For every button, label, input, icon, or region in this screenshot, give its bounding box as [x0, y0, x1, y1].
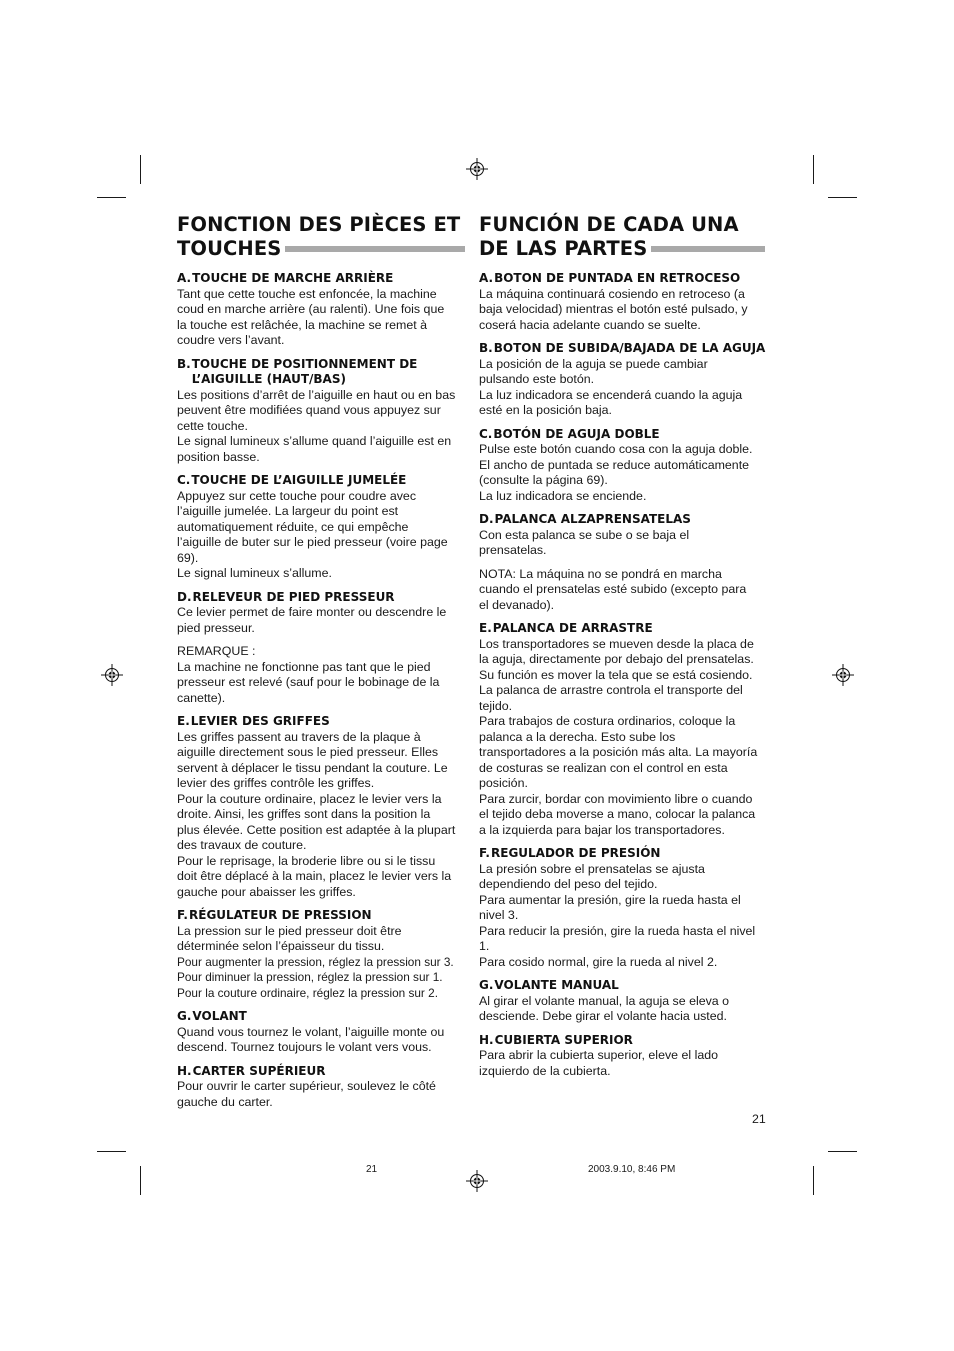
section-heading	[479, 341, 769, 357]
registration-mark-icon	[101, 664, 123, 686]
section-letter: B.	[479, 341, 493, 355]
text-line: La posición de la aguja se puede cambiar	[479, 356, 708, 371]
section	[479, 512, 769, 613]
french-title-line2: TOUCHES	[177, 237, 282, 260]
section	[177, 271, 467, 349]
section-heading-text: CUBIERTA SUPERIOR	[494, 1032, 633, 1047]
section-heading-text: TOUCHE DE L’AIGUILLE JUMELÉE	[191, 473, 407, 487]
section-heading	[479, 621, 769, 637]
text-line: desciende. Debe girar el volante hacia usted.	[479, 1009, 727, 1023]
text-line: posición.	[479, 776, 528, 790]
section-paragraph	[479, 862, 769, 971]
text-line: baja velocidad) mientras el botón esté pulsado, y	[479, 302, 748, 316]
footer-timestamp: 2003.9.10, 8:46 PM	[588, 1164, 676, 1175]
section-paragraph	[479, 357, 769, 419]
section	[479, 1033, 769, 1080]
text-line: presseur est relevé (sauf pour le bobinage de la	[177, 675, 440, 689]
section-paragraph	[479, 528, 769, 559]
section-paragraph	[479, 567, 769, 614]
text-line: Pour le reprisage, la broderie libre ou si le tissu	[177, 853, 436, 868]
text-line: Pour ouvrir le carter supérieur, soulevez le côté	[177, 1079, 436, 1093]
section-heading-text: RELEVEUR DE PIED PRESSEUR	[192, 589, 395, 604]
text-line: La pression sur le pied presseur doit être	[177, 923, 402, 938]
text-line: Para reducir la presión, gire la rueda hasta el nivel	[479, 923, 756, 938]
text-line: déterminée selon l’épaisseur du tissu.	[177, 939, 385, 953]
text-line: Les positions d’arrêt de l’aiguille en haut ou en bas	[177, 387, 456, 402]
page-number: 21	[752, 1112, 766, 1126]
text-line: Ce levier permet de faire monter ou descendre le	[177, 605, 447, 619]
section-heading	[177, 714, 467, 730]
text-line: el tejido deba moverse a mano, colocar la palanca	[479, 807, 756, 821]
section-paragraph	[479, 287, 769, 334]
spanish-column	[479, 213, 769, 1079]
crop-mark	[97, 1151, 126, 1152]
text-line: Pour augmenter la pression, réglez la pression sur 3.	[177, 954, 454, 969]
text-line: izquierdo de la cubierta.	[479, 1063, 611, 1078]
text-line: plus élevée. Cette position est adaptée à la plupart	[177, 822, 456, 837]
registration-mark-icon	[466, 1170, 488, 1192]
section	[177, 1064, 467, 1111]
text-line: levier des griffes contrôle les griffes.	[177, 776, 375, 790]
text-line: de costuras se realizan con el control en esta	[479, 760, 728, 775]
text-line: cuando el prensatelas esté subido (excepto para	[479, 582, 747, 596]
section-letter: F.	[479, 846, 490, 860]
text-line: coserá hacia adelante cuando se suelte.	[479, 317, 701, 332]
section-heading-text: VOLANT	[192, 1009, 247, 1023]
text-line: Para zurcir, bordar con movimiento libre o cuando	[479, 791, 753, 806]
text-line: Quand vous tournez le volant, l’aiguille monte ou	[177, 1024, 445, 1039]
text-line: Los transportadores se mueven desde la placa de	[479, 636, 754, 651]
crop-mark	[828, 1151, 857, 1152]
section	[479, 621, 769, 838]
text-line: La luz indicadora se encenderá cuando la aguja	[479, 387, 743, 402]
text-line: Le signal lumineux s’allume.	[177, 566, 332, 580]
section	[177, 1009, 467, 1056]
text-line: La luz indicadora se enciende.	[479, 488, 647, 503]
section-letter: H.	[479, 1032, 494, 1047]
text-line: el devanado).	[479, 597, 555, 612]
title-rule	[651, 246, 765, 252]
text-line: Les griffes passent au travers de la plaque à	[177, 729, 421, 744]
section-heading	[177, 908, 467, 924]
crop-mark	[813, 1166, 814, 1195]
section-letter: E.	[177, 714, 190, 728]
section	[177, 473, 467, 582]
text-line: NOTA: La máquina no se pondrá en marcha	[479, 566, 722, 581]
section-paragraph	[177, 644, 467, 706]
text-line: La machine ne fonctionne pas tant que le pied	[177, 659, 431, 674]
section-heading	[177, 473, 467, 489]
text-line: canette).	[177, 690, 226, 705]
text-line: Pour diminuer la pression, réglez la pression sur 1.	[177, 970, 443, 984]
section-heading	[177, 1064, 467, 1080]
text-line: Para cosido normal, gire la rueda al nivel 2.	[479, 954, 718, 969]
text-line: position basse.	[177, 449, 260, 464]
section-paragraph	[177, 730, 467, 901]
text-line: Le signal lumineux s’allume quand l’aiguille est en	[177, 434, 452, 448]
text-line: La máquina continuará cosiendo en retroceso (a	[479, 286, 745, 301]
crop-mark	[813, 155, 814, 184]
section-heading-text: PALANCA ALZAPRENSATELAS	[494, 512, 691, 526]
text-line: 1.	[479, 939, 490, 953]
section	[177, 714, 467, 900]
section-paragraph	[177, 287, 467, 349]
section-paragraph	[479, 994, 769, 1025]
text-line: peuvent être modifiées quand vous appuyez sur	[177, 403, 441, 417]
section-letter: G.	[479, 978, 494, 992]
text-line: automatiquement réduite, ce qui empêche	[177, 519, 409, 534]
french-column	[177, 213, 467, 1110]
section-paragraph	[177, 489, 467, 582]
section-heading-text: BOTON DE SUBIDA/BAJADA DE LA AGUJA	[493, 341, 766, 355]
text-line: Pour la couture ordinaire, réglez la pression sur 2.	[177, 985, 438, 1000]
text-line: aiguille directement sous le pied presseur. Elles	[177, 745, 439, 759]
section-heading-text: RÉGULATEUR DE PRESSION	[189, 908, 372, 922]
spanish-title-line1: FUNCIÓN DE CADA UNA	[479, 213, 739, 236]
section	[479, 427, 769, 505]
text-line: l’aiguille jumelée. La largeur du point est	[177, 504, 399, 518]
section-heading	[177, 1009, 467, 1025]
section-heading	[177, 590, 467, 606]
text-line: La palanca de arrastre controla el transporte del	[479, 683, 743, 697]
section	[479, 271, 769, 333]
section-paragraph	[177, 1025, 467, 1056]
section	[479, 846, 769, 970]
text-line: Para abrir la cubierta superior, eleve el lado	[479, 1048, 718, 1062]
crop-mark	[140, 155, 141, 184]
text-line: Para aumentar la presión, gire la rueda hasta el	[479, 892, 741, 907]
text-line: coudre vers l’avant.	[177, 333, 285, 347]
section-heading	[479, 1033, 769, 1049]
section-heading	[479, 978, 769, 994]
text-line: servent à déplacer le tissu pendant la couture. Le	[177, 760, 448, 775]
section-heading-text: BOTÓN DE AGUJA DOBLE	[493, 426, 660, 441]
section-heading-text: LEVIER DES GRIFFES	[190, 714, 330, 728]
section	[479, 341, 769, 419]
section-heading-text: VOLANTE MANUAL	[494, 978, 619, 992]
section-letter: C.	[177, 473, 191, 487]
section	[177, 590, 467, 707]
spanish-title-line2: DE LAS PARTES	[479, 237, 648, 260]
section-heading-text: REGULADOR DE PRESIÓN	[491, 846, 661, 860]
text-line: coud en marche arrière (au ralenti). Une fois que	[177, 302, 445, 316]
text-line: Con esta palanca se sube o se baja el	[479, 527, 690, 542]
section-paragraph-small	[177, 955, 467, 1002]
text-line: nivel 3.	[479, 908, 519, 922]
section-letter: C.	[479, 426, 493, 441]
section-paragraph	[177, 605, 467, 636]
section-letter: A.	[177, 271, 192, 285]
text-line: Su función es mover la tela que se está cosiendo.	[479, 667, 753, 682]
text-line: Pulse este botón cuando cosa con la aguja doble.	[479, 442, 753, 456]
text-line: La presión sobre el prensatelas se ajusta	[479, 861, 705, 876]
section	[177, 357, 467, 466]
text-line: gauche du carter.	[177, 1094, 273, 1109]
text-line: Appuyez sur cette touche pour coudre avec	[177, 488, 417, 503]
text-line: palanca a la derecha. Esto sube los	[479, 729, 676, 744]
french-title-line1: FONCTION DES PIÈCES ET	[177, 213, 461, 236]
section-heading	[177, 271, 467, 287]
text-line: des travaux de couture.	[177, 838, 307, 852]
text-line: transportadores a la posición más alta. La mayoría	[479, 745, 758, 759]
french-sections	[177, 271, 467, 1110]
text-line: droite. Ainsi, les griffes sont dans la position la	[177, 807, 431, 821]
spanish-sections	[479, 271, 769, 1079]
spanish-title	[479, 213, 769, 261]
text-line: pulsando este botón.	[479, 372, 595, 386]
section-heading	[479, 846, 769, 862]
section-paragraph	[479, 1048, 769, 1079]
section-letter: A.	[479, 271, 494, 285]
section-letter: E.	[479, 621, 492, 635]
section-paragraph	[177, 924, 467, 955]
text-line: Pour la couture ordinaire, placez le levier vers la	[177, 791, 442, 806]
section	[479, 978, 769, 1025]
footer-left: 21	[366, 1164, 378, 1175]
section	[177, 908, 467, 1001]
section-heading	[177, 357, 467, 388]
text-line: cette touche.	[177, 418, 248, 433]
text-line: la touche est relâchée, la machine se remet à	[177, 317, 428, 332]
crop-mark	[828, 197, 857, 198]
text-line: descend. Tournez toujours le volant vers vous.	[177, 1040, 432, 1054]
section-letter: H.	[177, 1063, 192, 1078]
section-heading-text: PALANCA DE ARRASTRE	[492, 621, 653, 635]
registration-mark-icon	[832, 664, 854, 686]
section-heading	[479, 271, 769, 287]
text-line: (consulte la página 69).	[479, 473, 608, 487]
text-line: l’aiguille de buter sur le pied presseur (voire page	[177, 535, 448, 549]
text-line: la aguja, directamente por debajo del prensatelas.	[479, 652, 754, 666]
french-title	[177, 213, 467, 261]
section-heading	[479, 512, 769, 528]
crop-mark	[140, 1166, 141, 1195]
title-rule	[285, 246, 465, 252]
text-line: Para trabajos de costura ordinarios, coloque la	[479, 714, 736, 728]
section-paragraph	[479, 637, 769, 839]
text-line: esté en la posición baja.	[479, 403, 612, 417]
section-heading-text: BOTON DE PUNTADA EN RETROCESO	[494, 271, 741, 285]
text-line: REMARQUE :	[177, 644, 256, 658]
text-line: dependiendo del peso del tejido.	[479, 877, 658, 891]
crop-mark	[97, 197, 126, 198]
text-line: tejido.	[479, 698, 513, 713]
text-line: Al girar el volante manual, la aguja se eleva o	[479, 993, 730, 1008]
text-line: gauche pour abaisser les griffes.	[177, 884, 356, 899]
section-letter: D.	[479, 512, 494, 526]
section-letter: B.	[177, 356, 191, 371]
section-paragraph	[479, 442, 769, 504]
text-line: 69).	[177, 550, 199, 565]
text-line: pied presseur.	[177, 620, 255, 635]
section-paragraph	[177, 388, 467, 466]
text-line: El ancho de puntada se reduce automáticamente	[479, 457, 750, 472]
section-heading-text: TOUCHE DE MARCHE ARRIÈRE	[192, 271, 394, 285]
section-heading	[479, 427, 769, 443]
text-line: doit être déplacé à la main, placez le levier vers la	[177, 869, 452, 883]
text-line: a la izquierda para bajar los transportadores.	[479, 822, 725, 837]
section-heading-text: CARTER SUPÉRIEUR	[192, 1063, 326, 1078]
section-paragraph	[177, 1079, 467, 1110]
text-line: Tant que cette touche est enfoncée, la machine	[177, 286, 437, 301]
section-letter: G.	[177, 1009, 192, 1023]
section-letter: F.	[177, 908, 188, 922]
text-line: prensatelas.	[479, 543, 547, 557]
section-heading-text: TOUCHE DE POSITIONNEMENT DE L’AIGUILLE (HAUT/BAS)	[191, 356, 418, 386]
section-letter: D.	[177, 589, 192, 604]
registration-mark-icon	[466, 158, 488, 180]
